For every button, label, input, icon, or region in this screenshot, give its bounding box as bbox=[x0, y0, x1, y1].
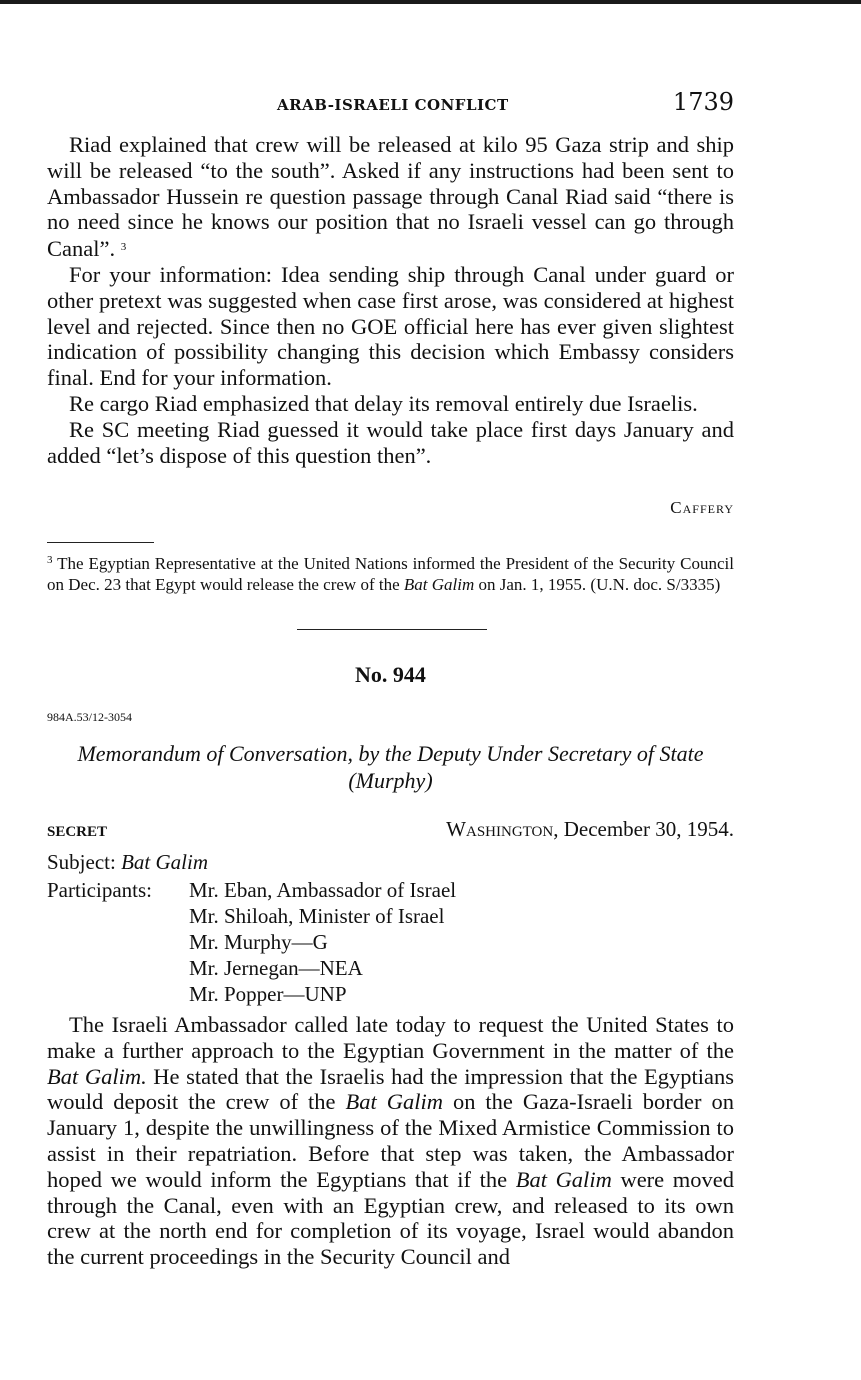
text-run: Riad explained that crew will be released at kilo 95 Gaza strip and ship will be released “to the south”. Asked if any instructions had been sent to Ambassador Hussein re question passage through Canal Riad said “there is no need since he knows our position that no Israeli vessel can go through Canal”. bbox=[47, 132, 734, 262]
italic-text: Bat Galim bbox=[403, 575, 475, 594]
participant: Mr. Eban, Ambassador of Israel bbox=[189, 878, 457, 902]
italic-text: Bat Galim. bbox=[47, 1063, 147, 1089]
paragraph bbox=[47, 417, 734, 469]
text-run: He stated that the Israelis had the impression that the Egyptians would deposit the crew of the bbox=[47, 1063, 735, 1115]
dateline bbox=[446, 817, 734, 842]
footnote-ref: 3 bbox=[47, 554, 53, 566]
running-title: ARAB-ISRAELI CONFLICT bbox=[277, 96, 509, 114]
dateline-place: Washington bbox=[446, 817, 554, 841]
classification: SECRET bbox=[47, 824, 108, 840]
participants-label: Participants: bbox=[47, 878, 152, 902]
paragraph bbox=[47, 1012, 734, 1270]
dateline-date: , December 30, 1954. bbox=[553, 817, 734, 841]
page-number: 1739 bbox=[672, 88, 734, 116]
text-run: The Egyptian Representative at the United Nations informed the President of the Security Council on Dec. 23 that Egypt would release the crew of the bbox=[47, 554, 734, 594]
text-run: on the Gaza-Israeli border on January 1, despite the unwillingness of the Mixed Armistice Commission to assist in their repatriation. Before that step was taken, the Ambassador hoped we would inform the Egyptians that if the bbox=[47, 1089, 734, 1192]
document-title: Memorandum of Conversation, by the Deputy Under Secretary of State (Murphy) bbox=[77, 741, 704, 793]
subject-label: Subject: bbox=[47, 850, 122, 874]
telegram-body bbox=[47, 132, 734, 468]
section-separator bbox=[297, 629, 487, 630]
text-run: The Israeli Ambassador called late today to request the United States to make a further approach to the Egyptian Government in the matter of the bbox=[47, 1012, 734, 1063]
running-header bbox=[47, 88, 734, 118]
top-border bbox=[0, 0, 861, 4]
signature: Caffery bbox=[670, 498, 734, 517]
participant: Mr. Murphy—G bbox=[189, 930, 328, 954]
text-run: were moved through the Canal, even with an Egyptian crew, and released to its own crew at the north end for completion of its voyage, Israel would abandon the current proceedings in the Security Council and bbox=[47, 1166, 735, 1270]
text-run: on Jan. 1, 1955. (U.N. doc. S/3335) bbox=[474, 575, 721, 594]
italic-text: Bat Galim bbox=[515, 1166, 612, 1192]
participants-list bbox=[189, 877, 456, 1007]
paragraph bbox=[47, 262, 734, 391]
file-number: 984A.53/12-3054 bbox=[47, 710, 132, 724]
text-run: Re SC meeting Riad guessed it would take place first days January and added “let’s dispose of this question then”. bbox=[47, 416, 734, 468]
participant: Mr. Jernegan—NEA bbox=[189, 956, 363, 980]
participant: Mr. Shiloah, Minister of Israel bbox=[189, 904, 445, 928]
footnote-ref: 3 bbox=[120, 241, 127, 254]
subject-line bbox=[47, 850, 208, 875]
participant: Mr. Popper—UNP bbox=[189, 982, 347, 1006]
memo-body bbox=[47, 1012, 734, 1270]
text-run: Re cargo Riad emphasized that delay its removal entirely due Israelis. bbox=[69, 390, 698, 416]
italic-text: Bat Galim bbox=[345, 1089, 443, 1115]
footnote-rule bbox=[47, 542, 154, 543]
paragraph bbox=[47, 391, 734, 417]
paragraph bbox=[47, 132, 734, 262]
document-number: No. 944 bbox=[355, 662, 426, 687]
footnote bbox=[47, 550, 734, 595]
subject-value: Bat Galim bbox=[121, 850, 208, 874]
text-run: For your information: Idea sending ship through Canal under guard or other pretext was suggested when case first arose, was considered at highest level and rejected. Since then no GOE official here has ever given slightest indication of possibility changing this decision which Embassy considers final. End for your information. bbox=[47, 261, 734, 391]
